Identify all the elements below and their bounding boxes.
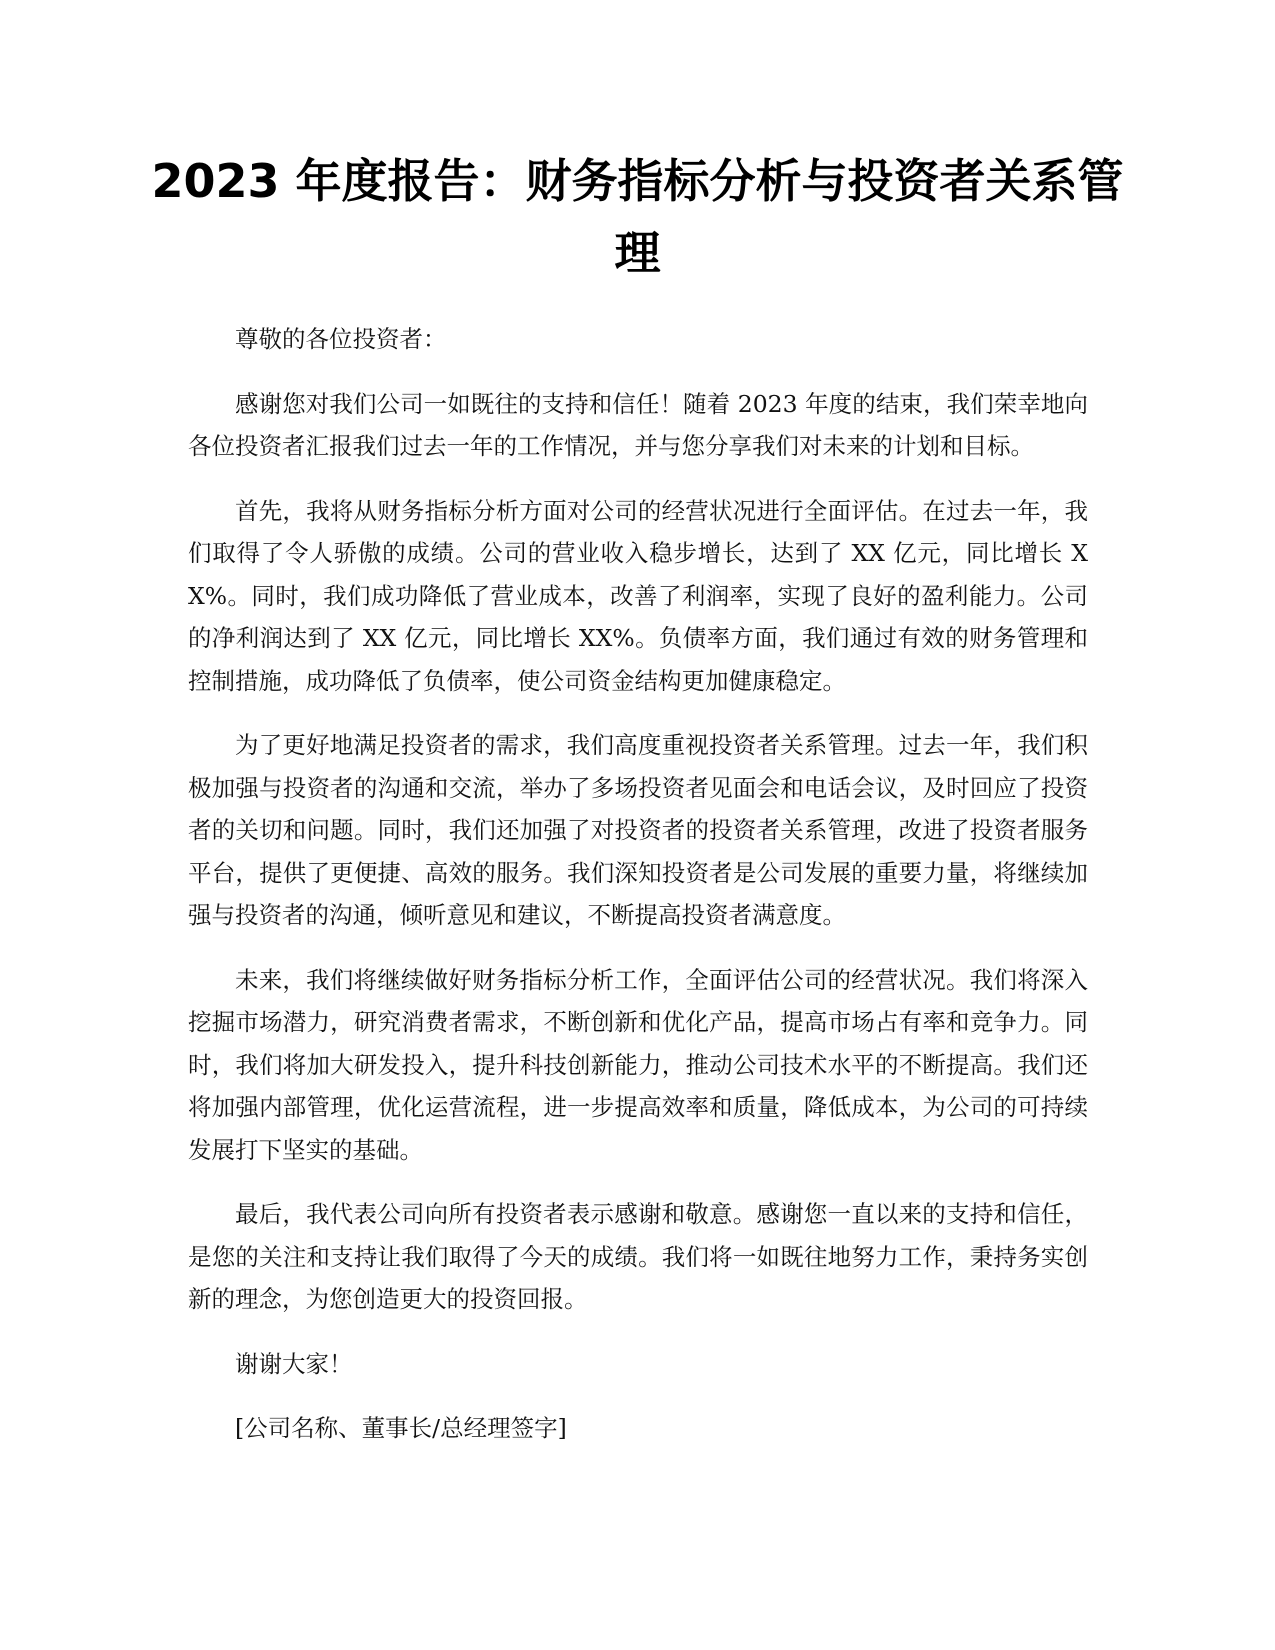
signature-placeholder: [公司名称、董事长/总经理签字] bbox=[235, 1414, 567, 1442]
thanks-line: 谢谢大家！ bbox=[235, 1349, 353, 1378]
paragraph-future-plans: 未来，我们将继续做好财务指标分析工作，全面评估公司的经营状况。我们将深入挖掘市场潜力，研究消费者需求，不断创新和优化产品，提高市场占有率和竞争力。同时，我们将加大研发投入，提升科技创新能力，推动公司技术水平的不断提高。我们还将加强内部管理，优化运营流程，进一步提高效率和质量，降低成本，为公司的可持续发展打下坚实的基础。 bbox=[188, 965, 1088, 1164]
paragraph-closing: 最后，我代表公司向所有投资者表示感谢和敬意。感谢您一直以来的支持和信任，是您的关注和支持让我们取得了今天的成绩。我们将一如既往地努力工作，秉持务实创新的理念，为您创造更大的投资回报。 bbox=[188, 1200, 1088, 1313]
paragraph-investor-relations: 为了更好地满足投资者的需求，我们高度重视投资者关系管理。过去一年，我们积极加强与投资者的沟通和交流，举办了多场投资者见面会和电话会议，及时回应了投资者的关切和问题。同时，我们还加强了对投资者的投资者关系管理，改进了投资者服务平台，提供了更便捷、高效的服务。我们深知投资者是公司发展的重要力量，将继续加强与投资者的沟通，倾听意见和建议，不断提高投资者满意度。 bbox=[188, 731, 1088, 929]
salutation: 尊敬的各位投资者： bbox=[235, 325, 447, 353]
paragraph-financial-analysis: 首先，我将从财务指标分析方面对公司的经营状况进行全面评估。在过去一年，我们取得了令人骄傲的成绩。公司的营业收入稳步增长，达到了 XX 亿元，同比增长 XX%。同时，我们成功降低了营业成本，改善了利润率，实现了良好的盈利能力。公司的净利润达到了 XX 亿元，同比增长 XX%。负债率方面，我们通过有效的财务管理和控制措施，成功降低了负债率，使公司资金结构更加健康稳定。 bbox=[188, 496, 1088, 695]
paragraph-intro: 感谢您对我们公司一如既往的支持和信任！随着 2023 年度的结束，我们荣幸地向各位投资者汇报我们过去一年的工作情况，并与您分享我们对未来的计划和目标。 bbox=[188, 389, 1088, 460]
document-body bbox=[188, 318, 1088, 1472]
document-title: 2023 年度报告：财务指标分析与投资者关系管理 bbox=[151, 154, 1124, 280]
